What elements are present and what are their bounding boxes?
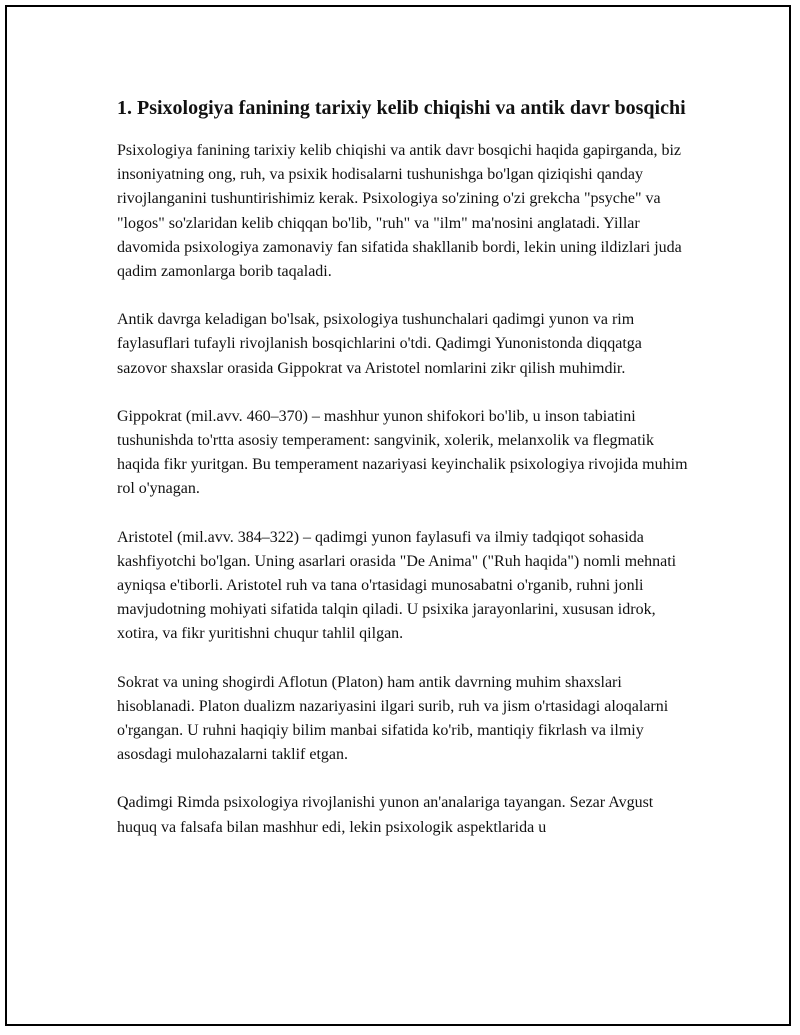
paragraph-aristotle: Aristotel (mil.avv. 384–322) – qadimgi yunon faylasufi va ilmiy tadqiqot sohasida kashfiyotchi bo'lgan. Uning asarlari orasida "De Anima" ("Ruh haqida") nomli mehnati ayniqsa e'tiborli. Aristotel ruh va tana o'rtasidagi munosabatni o'rganib, ruhni jonli mavjudotning mohiyati sifatida talqin qiladi. U psixika jarayonlarini, xususan idrok, xotira, va fikr yuritishni chuqur tahlil qilgan. <box>117 528 677 643</box>
paragraph-socrates-plato: Sokrat va uning shogirdi Aflotun (Platon) ham antik davrning muhim shaxslari hisoblanadi. Platon dualizm nazariyasini ilgari surib, ruh va jism o'rtasidagi aloqalarni o'rgangan. U ruhni haqiqiy bilim manbai sifatida ko'rib, mantiqiy fikrlash va ilmiy asosdagi mulohazalarni taklif etgan. <box>117 673 669 764</box>
paragraph-intro: Psixologiya fanining tarixiy kelib chiqishi va antik davr bosqichi haqida gapirganda, biz insoniyatning ong, ruh, va psixik hodisalarni tushunishga bo'lgan qiziqishi qanday rivojlanganini tushuntirishimiz kerak. Psixologiya so'zining o'zi grekcha "psyche" va "logos" so'zlaridan kelib chiqqan bo'lib, "ruh" va "ilm" ma'nosini anglatadi. Yillar davomida psixologiya zamonaviy fan sifatida shakllanib bordi, lekin uning ildizlari juda qadim zamonlarga borib taqaladi. <box>117 142 682 281</box>
paragraph-hippocrates: Gippokrat (mil.avv. 460–370) – mashhur yunon shifokori bo'lib, u inson tabiatini tushunishda to'rtta asosiy temperament: sangvinik, xolerik, melanxolik va flegmatik haqida fikr yuritgan. Bu temperament nazariyasi keyinchalik psixologiya rivojida muhim rol o'ynagan. <box>117 407 688 498</box>
paragraph-ancient-rome: Qadimgi Rimda psixologiya rivojlanishi yunon an'analariga tayangan. Sezar Avgust huquq va falsafa bilan mashhur edi, lekin psixologik aspektlarida u <box>117 794 654 836</box>
document-body <box>117 94 692 864</box>
section-heading: 1. Psixologiya fanining tarixiy kelib chiqishi va antik davr bosqichi <box>117 97 686 119</box>
paragraph-antiquity: Antik davrga keladigan bo'lsak, psixologiya tushunchalari qadimgi yunon va rim faylasuflari tufayli rivojlanish bosqichlarini o'tdi. Qadimgi Yunonistonda diqqatga sazovor shaxslar orasida Gippokrat va Aristotel nomlarini zikr qilish muhimdir. <box>117 311 642 377</box>
